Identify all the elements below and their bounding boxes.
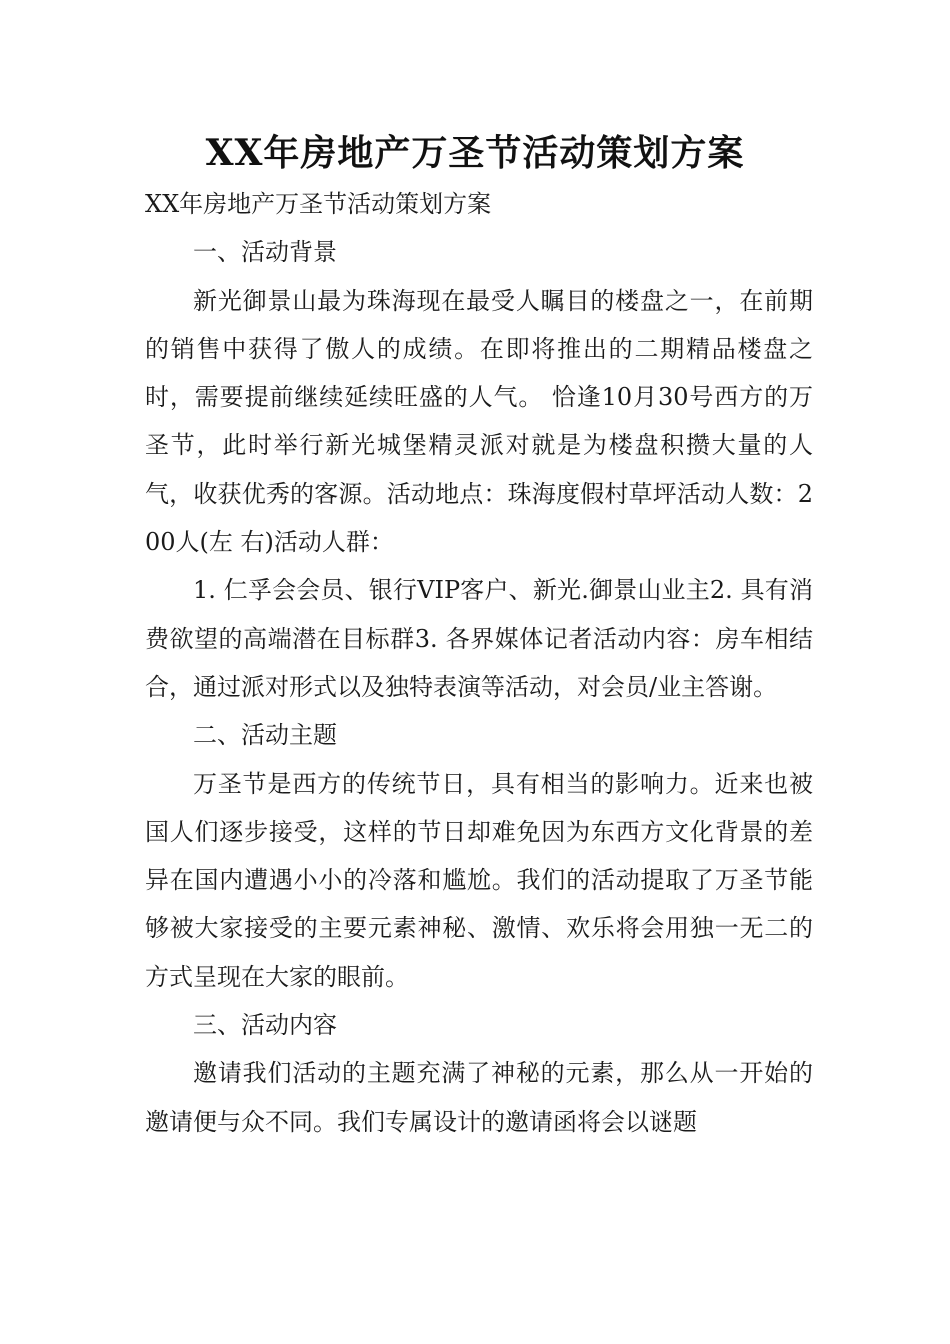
section-heading-theme: 二、活动主题: [193, 721, 337, 750]
background-paragraph: 新光御景山最为珠海现在最受人瞩目的楼盘之一，在前期的销售中获得了傲人的成绩。在即将推出的二期精品楼盘之时，需要提前继续延续旺盛的人气。 恰逢10月30号西方的万圣节，此时举行新光城堡精灵派对就是为楼盘积攒大量的人气，收获优秀的客源。活动地点：珠海度假村草坪活动人数：200人(左 右)活动人群：: [145, 286, 813, 557]
document-title: XX年房地产万圣节活动策划方案: [205, 132, 745, 174]
content-paragraph: 邀请我们活动的主题充满了神秘的元素，那么从一开始的邀请便与众不同。我们专属设计的邀请函将会以谜题: [145, 1059, 813, 1136]
document-body: [145, 180, 813, 1146]
theme-paragraph: 万圣节是西方的传统节日，具有相当的影响力。近来也被国人们逐步接受，这样的节日却难免因为东西方文化背景的差异在国内遭遇小小的冷落和尴尬。我们的活动提取了万圣节能够被大家接受的主要元素神秘、激情、欢乐将会用独一无二的方式呈现在大家的眼前。: [145, 769, 813, 991]
audience-paragraph: 1. 仁孚会会员、银行VIP客户、新光.御景山业主2. 具有消费欲望的高端潜在目标群3. 各界媒体记者活动内容：房车相结合，通过派对形式以及独特表演等活动，对会员/业主答谢。: [145, 576, 813, 701]
section-heading-content: 三、活动内容: [193, 1011, 337, 1040]
subtitle-paragraph: XX年房地产万圣节活动策划方案: [145, 190, 492, 218]
section-heading-background: 一、活动背景: [193, 238, 337, 267]
